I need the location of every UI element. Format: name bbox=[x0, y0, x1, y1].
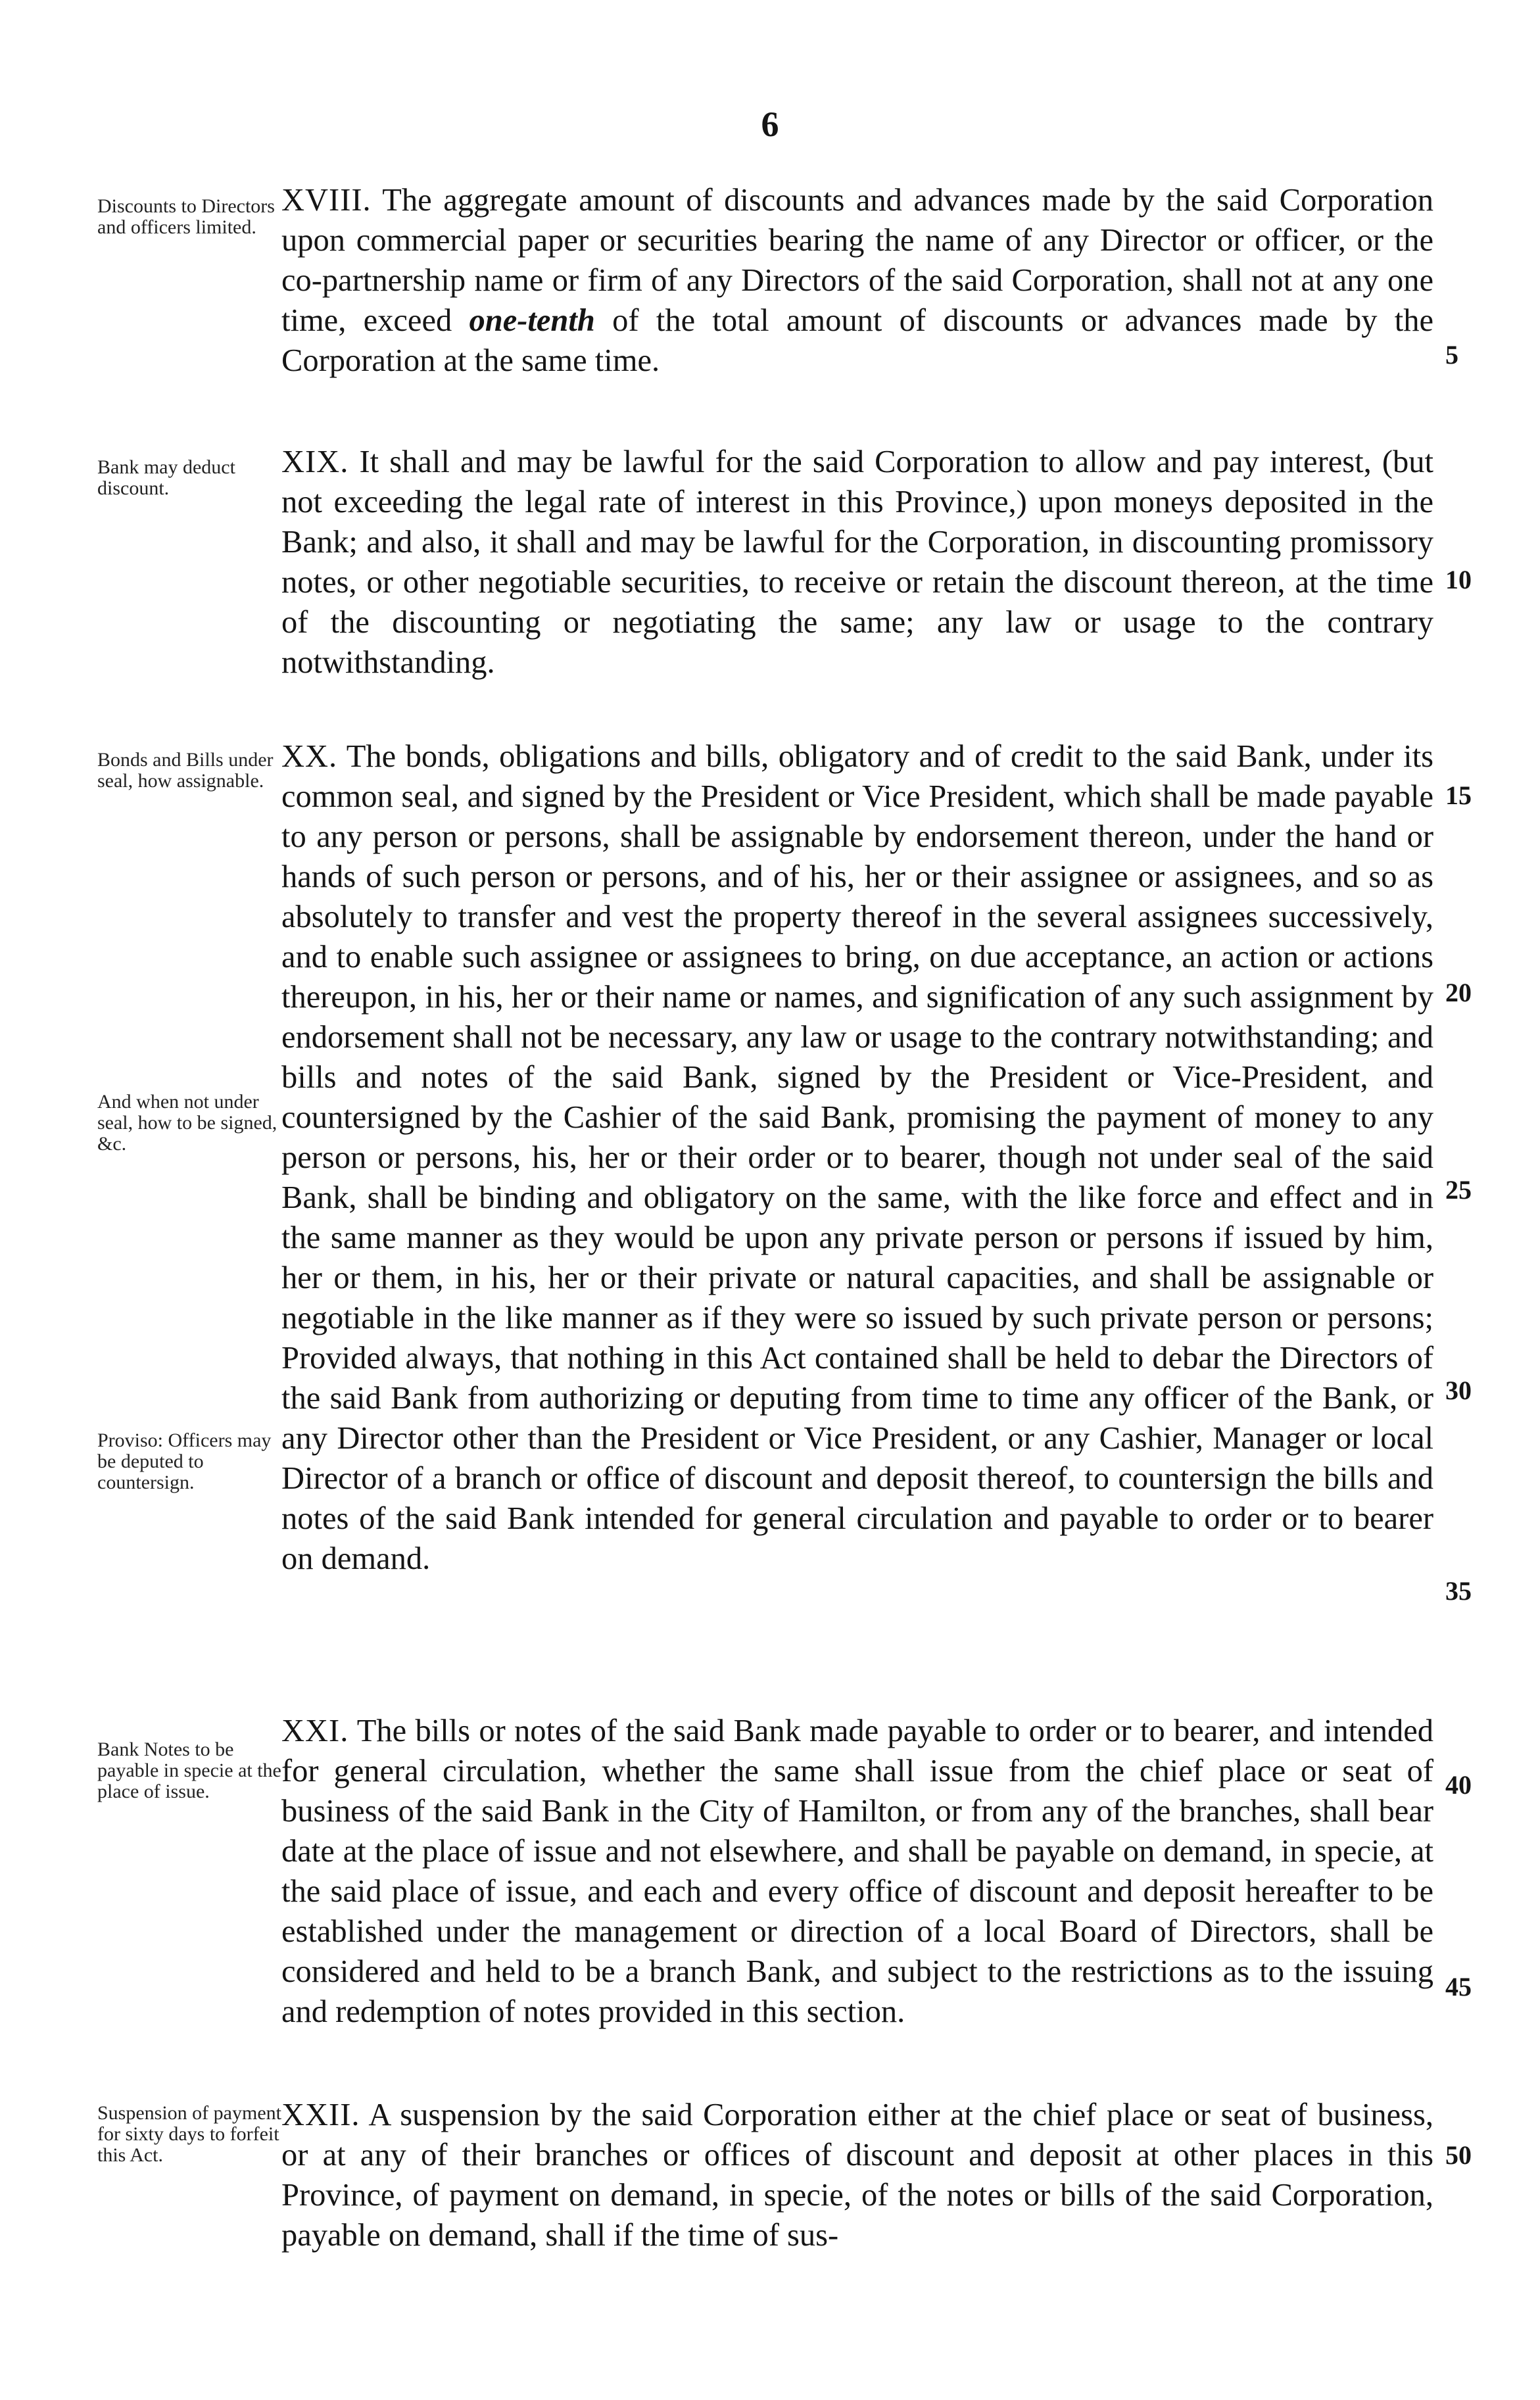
margin-note: Bank Notes to be payable in specie at the place of issue. bbox=[97, 1739, 281, 1802]
margin-note: Proviso: Officers may be deputed to countersign. bbox=[97, 1429, 272, 1493]
line-number: 50 bbox=[1445, 2140, 1472, 2170]
line-number: 35 bbox=[1445, 1576, 1472, 1606]
section-text-part: The bonds, obligations and bills, obligatory and of credit to the said Bank, under its common seal, and signed by the President or Vice President, which shall be made payable to any person or persons, shall be assignable by endorsement thereon, under the hand or hands of such person or persons, and of his, her or their assignee or assignees, and so as absolutely to transfer and vest the property thereof in the several assignees successively, and to enable such assignee or assignees to bring, on due acceptance, an action or actions thereupon, in his, her or their name or names, and signification of any such assignment by endorsement shall not be necessary, any law or usage to the contrary notwithstanding; and bills and notes of the said Bank, signed by the President or Vice-President, and countersigned by the Cashier of the said Bank, promising the payment of money to any person or persons, his, her or their order or to bearer, though not under seal of the said Bank, shall be binding and obligatory on the same, with the like force and effect and in the same manner as they would be upon any private person or persons if issued by him, her or them, in his, her or their private or natural capacities, and shall be assignable or negotiable in the like manner as if they were so issued by such private person or persons; Provided always, that nothing in this Act contained shall be held to debar the Directors of the said Bank from authorizing or deputing from time to time any officer of the Bank, or any Director other than the President or Vice President, or any Cashier, Manager or local Director of a branch or office of discount and deposit thereof, to countersign the bills and notes of the said Bank intended for general circulation and payable to order or to bearer on demand. bbox=[281, 739, 1433, 1576]
section-numeral: XXII. bbox=[281, 2098, 360, 2132]
section-text bbox=[281, 736, 1433, 1579]
margin-note: Suspension of payment for sixty days to forfeit this Act. bbox=[97, 2102, 281, 2166]
line-number: 25 bbox=[1445, 1175, 1472, 1205]
line-number: 10 bbox=[1445, 565, 1472, 594]
section-text bbox=[281, 1711, 1433, 2032]
section-text-part: The aggregate amount of discounts and advances made by the said Corporation upon commercial paper or securities bearing the name of any Director or officer, or the co-partnership name or firm of any Directors of the said Corporation, shall not at any one time, exceed bbox=[281, 183, 1433, 338]
section-text-part: The bills or notes of the said Bank made payable to order or to bearer, and intended for general circulation, whether the same shall issue from the chief place or seat of business of the said Bank in the City of Hamilton, or from any of the branches, shall bear date at the place of issue and not elsewhere, and shall be payable on demand, in specie, at the said place of issue, and each and every office of discount and deposit hereafter to be established under the management or direction of a local Board of Directors, shall be considered and held to be a branch Bank, and subject to the restrictions as to the issuing and redemption of notes provided in this section. bbox=[281, 1714, 1433, 2029]
section-numeral: XIX. bbox=[281, 444, 349, 479]
line-number: 5 bbox=[1445, 340, 1458, 370]
margin-note: Discounts to Directors and officers limited. bbox=[97, 195, 275, 238]
section-text bbox=[281, 180, 1433, 381]
line-number: 20 bbox=[1445, 978, 1472, 1007]
margin-note: Bonds and Bills under seal, how assignable. bbox=[97, 749, 274, 792]
margin-note: And when not under seal, how to be signed, &c. bbox=[97, 1091, 277, 1155]
section-text bbox=[281, 442, 1433, 683]
page-number: 6 bbox=[761, 105, 779, 144]
section-text-part: It shall and may be lawful for the said Corporation to allow and pay interest, (but not exceeding the legal rate of interest in this Province,) upon moneys deposited in the Bank; and also, it shall and may be lawful for the Corporation, in discounting promissory notes, or other negotiable securities, to receive or retain the discount thereon, at the time of the discounting or negotiating the same; any law or usage to the contrary notwithstanding. bbox=[281, 444, 1433, 680]
section-text bbox=[281, 2095, 1433, 2255]
line-number: 45 bbox=[1445, 1972, 1472, 2002]
section-text-part: of the total amount of discounts or advances made by the Corporation at the same time. bbox=[281, 303, 1433, 378]
line-number: 15 bbox=[1445, 780, 1472, 810]
section-numeral: XXI. bbox=[281, 1714, 349, 1748]
line-number: 30 bbox=[1445, 1376, 1472, 1405]
section-numeral: XVIII. bbox=[281, 183, 372, 218]
margin-note: Bank may deduct discount. bbox=[97, 456, 235, 499]
section-text-part: A suspension by the said Corporation either at the chief place or seat of business, or at any of their branches or offices of discount and deposit at other places in this Province, of payment on demand, in specie, of the notes or bills of the said Corporation, payable on demand, shall if the time of sus- bbox=[281, 2098, 1433, 2253]
line-number: 40 bbox=[1445, 1770, 1472, 1800]
section-numeral: XX. bbox=[281, 739, 338, 774]
emphasis-text: one-tenth bbox=[469, 303, 595, 338]
